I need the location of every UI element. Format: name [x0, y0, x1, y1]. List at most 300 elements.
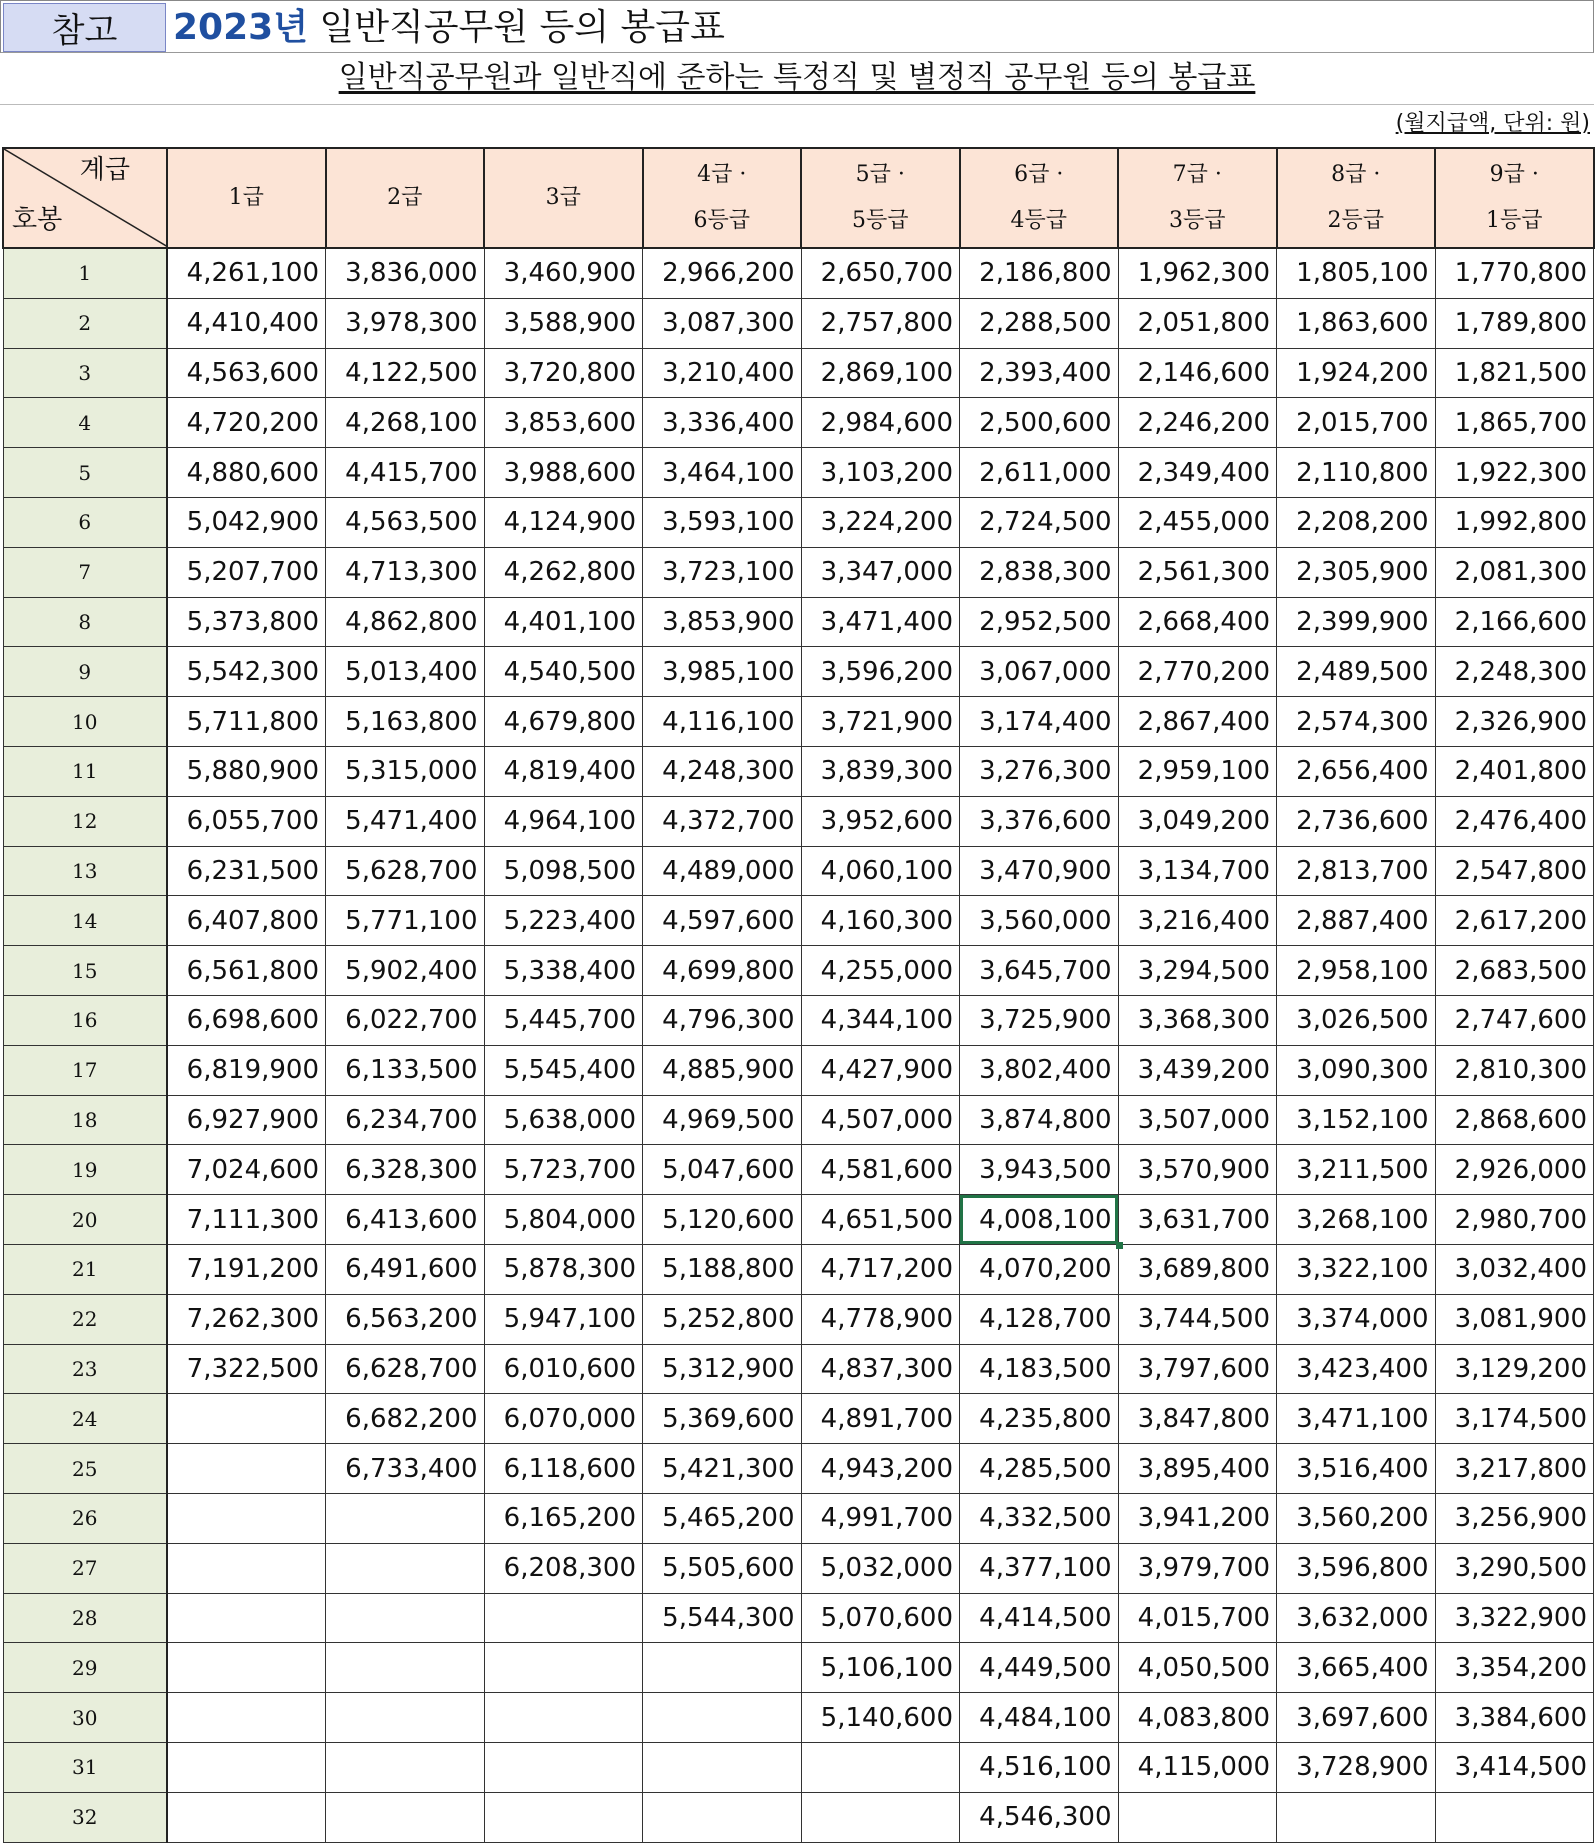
- salary-cell[interactable]: 2,401,800: [1435, 746, 1594, 796]
- salary-cell[interactable]: 4,410,400: [167, 298, 326, 348]
- grade-header-5[interactable]: [801, 148, 960, 248]
- salary-cell[interactable]: 4,679,800: [484, 697, 643, 747]
- salary-cell[interactable]: 5,120,600: [643, 1195, 802, 1245]
- salary-cell[interactable]: 3,368,300: [1118, 995, 1277, 1045]
- grade-header-4[interactable]: [643, 148, 802, 248]
- salary-cell[interactable]: 6,491,600: [326, 1244, 485, 1294]
- step-number-cell[interactable]: 22: [3, 1294, 167, 1344]
- salary-cell[interactable]: 5,465,200: [643, 1493, 802, 1543]
- salary-cell[interactable]: [167, 1593, 326, 1643]
- salary-cell[interactable]: 2,867,400: [1118, 697, 1277, 747]
- salary-cell[interactable]: 3,853,600: [484, 398, 643, 448]
- salary-cell[interactable]: 1,992,800: [1435, 497, 1594, 547]
- salary-cell[interactable]: 3,216,400: [1118, 896, 1277, 946]
- salary-cell[interactable]: 3,322,900: [1435, 1593, 1594, 1643]
- salary-cell[interactable]: 3,839,300: [801, 746, 960, 796]
- salary-cell[interactable]: 2,393,400: [960, 348, 1119, 398]
- salary-cell[interactable]: [643, 1643, 802, 1693]
- salary-cell[interactable]: 2,500,600: [960, 398, 1119, 448]
- salary-cell[interactable]: 3,874,800: [960, 1095, 1119, 1145]
- salary-cell[interactable]: 2,868,600: [1435, 1095, 1594, 1145]
- salary-cell[interactable]: 3,471,100: [1277, 1394, 1436, 1444]
- salary-cell[interactable]: 4,235,800: [960, 1394, 1119, 1444]
- salary-cell[interactable]: 3,129,200: [1435, 1344, 1594, 1394]
- salary-cell[interactable]: 3,941,200: [1118, 1493, 1277, 1543]
- salary-cell[interactable]: 3,210,400: [643, 348, 802, 398]
- salary-cell[interactable]: [1277, 1792, 1436, 1842]
- salary-cell[interactable]: 4,128,700: [960, 1294, 1119, 1344]
- salary-cell[interactable]: 4,717,200: [801, 1244, 960, 1294]
- salary-cell[interactable]: 4,964,100: [484, 796, 643, 846]
- salary-cell[interactable]: 5,771,100: [326, 896, 485, 946]
- salary-cell[interactable]: 3,174,400: [960, 697, 1119, 747]
- step-number-cell[interactable]: 9: [3, 647, 167, 697]
- step-number-cell[interactable]: 32: [3, 1792, 167, 1842]
- step-number-cell[interactable]: 6: [3, 497, 167, 547]
- step-number-cell[interactable]: 7: [3, 547, 167, 597]
- salary-cell[interactable]: 3,588,900: [484, 298, 643, 348]
- salary-cell[interactable]: 6,413,600: [326, 1195, 485, 1245]
- salary-cell[interactable]: 5,542,300: [167, 647, 326, 697]
- salary-cell[interactable]: 3,645,700: [960, 946, 1119, 996]
- salary-cell[interactable]: 2,489,500: [1277, 647, 1436, 697]
- salary-cell[interactable]: 4,540,500: [484, 647, 643, 697]
- salary-cell[interactable]: 5,804,000: [484, 1195, 643, 1245]
- salary-cell[interactable]: 3,697,600: [1277, 1693, 1436, 1743]
- salary-cell[interactable]: 3,979,700: [1118, 1543, 1277, 1593]
- salary-cell[interactable]: 3,728,900: [1277, 1742, 1436, 1792]
- salary-cell[interactable]: 4,122,500: [326, 348, 485, 398]
- salary-cell[interactable]: 3,988,600: [484, 448, 643, 498]
- salary-cell[interactable]: 3,322,100: [1277, 1244, 1436, 1294]
- salary-cell[interactable]: 3,354,200: [1435, 1643, 1594, 1693]
- salary-cell[interactable]: [167, 1742, 326, 1792]
- salary-cell[interactable]: 2,110,800: [1277, 448, 1436, 498]
- salary-cell[interactable]: 4,507,000: [801, 1095, 960, 1145]
- step-number-cell[interactable]: 8: [3, 597, 167, 647]
- salary-cell[interactable]: 6,698,600: [167, 995, 326, 1045]
- salary-cell[interactable]: 6,407,800: [167, 896, 326, 946]
- step-number-cell[interactable]: 18: [3, 1095, 167, 1145]
- salary-cell[interactable]: 5,013,400: [326, 647, 485, 697]
- salary-cell[interactable]: 4,261,100: [167, 248, 326, 298]
- salary-cell[interactable]: 5,252,800: [643, 1294, 802, 1344]
- salary-cell[interactable]: 4,651,500: [801, 1195, 960, 1245]
- salary-cell[interactable]: 2,081,300: [1435, 547, 1594, 597]
- salary-cell[interactable]: 1,924,200: [1277, 348, 1436, 398]
- salary-cell[interactable]: 2,208,200: [1277, 497, 1436, 547]
- salary-cell[interactable]: 3,026,500: [1277, 995, 1436, 1045]
- salary-cell[interactable]: 4,083,800: [1118, 1693, 1277, 1743]
- salary-cell[interactable]: 2,166,600: [1435, 597, 1594, 647]
- salary-cell[interactable]: [167, 1444, 326, 1494]
- salary-cell[interactable]: 2,810,300: [1435, 1045, 1594, 1095]
- salary-cell[interactable]: 4,837,300: [801, 1344, 960, 1394]
- salary-cell[interactable]: 4,778,900: [801, 1294, 960, 1344]
- salary-cell[interactable]: 5,878,300: [484, 1244, 643, 1294]
- step-number-cell[interactable]: 10: [3, 697, 167, 747]
- salary-cell[interactable]: [801, 1742, 960, 1792]
- salary-cell[interactable]: 2,288,500: [960, 298, 1119, 348]
- salary-cell[interactable]: 5,032,000: [801, 1543, 960, 1593]
- salary-cell[interactable]: 6,234,700: [326, 1095, 485, 1145]
- salary-cell[interactable]: 3,174,500: [1435, 1394, 1594, 1444]
- step-number-cell[interactable]: 1: [3, 248, 167, 298]
- salary-cell[interactable]: 5,421,300: [643, 1444, 802, 1494]
- salary-cell[interactable]: 2,186,800: [960, 248, 1119, 298]
- step-number-cell[interactable]: 21: [3, 1244, 167, 1294]
- salary-cell[interactable]: 3,067,000: [960, 647, 1119, 697]
- salary-cell[interactable]: 4,372,700: [643, 796, 802, 846]
- salary-cell[interactable]: 4,060,100: [801, 846, 960, 896]
- salary-cell[interactable]: 4,991,700: [801, 1493, 960, 1543]
- salary-cell[interactable]: 3,689,800: [1118, 1244, 1277, 1294]
- salary-cell[interactable]: [643, 1693, 802, 1743]
- salary-cell[interactable]: 7,191,200: [167, 1244, 326, 1294]
- salary-cell[interactable]: [167, 1394, 326, 1444]
- step-number-cell[interactable]: 29: [3, 1643, 167, 1693]
- salary-cell[interactable]: 3,103,200: [801, 448, 960, 498]
- salary-cell[interactable]: 3,439,200: [1118, 1045, 1277, 1095]
- salary-cell[interactable]: 2,476,400: [1435, 796, 1594, 846]
- salary-cell[interactable]: 2,966,200: [643, 248, 802, 298]
- salary-cell[interactable]: 1,863,600: [1277, 298, 1436, 348]
- salary-cell[interactable]: [326, 1693, 485, 1743]
- step-number-cell[interactable]: 2: [3, 298, 167, 348]
- step-number-cell[interactable]: 28: [3, 1593, 167, 1643]
- salary-cell[interactable]: 4,484,100: [960, 1693, 1119, 1743]
- salary-cell[interactable]: 3,632,000: [1277, 1593, 1436, 1643]
- salary-cell[interactable]: [167, 1792, 326, 1842]
- step-number-cell[interactable]: 19: [3, 1145, 167, 1195]
- step-number-cell[interactable]: 30: [3, 1693, 167, 1743]
- salary-cell[interactable]: 3,134,700: [1118, 846, 1277, 896]
- step-number-cell[interactable]: 24: [3, 1394, 167, 1444]
- salary-cell[interactable]: 5,373,800: [167, 597, 326, 647]
- salary-cell[interactable]: 3,414,500: [1435, 1742, 1594, 1792]
- step-number-cell[interactable]: 26: [3, 1493, 167, 1543]
- salary-cell[interactable]: 4,891,700: [801, 1394, 960, 1444]
- salary-cell[interactable]: 1,805,100: [1277, 248, 1436, 298]
- salary-cell[interactable]: 5,312,900: [643, 1344, 802, 1394]
- salary-cell[interactable]: 3,211,500: [1277, 1145, 1436, 1195]
- salary-cell[interactable]: 4,115,000: [1118, 1742, 1277, 1792]
- step-number-cell[interactable]: 23: [3, 1344, 167, 1394]
- salary-cell[interactable]: 5,369,600: [643, 1394, 802, 1444]
- salary-cell[interactable]: 2,248,300: [1435, 647, 1594, 697]
- salary-cell[interactable]: 3,596,200: [801, 647, 960, 697]
- salary-cell[interactable]: 2,958,100: [1277, 946, 1436, 996]
- corner-header-cell[interactable]: [3, 148, 167, 248]
- salary-cell[interactable]: 5,047,600: [643, 1145, 802, 1195]
- salary-cell[interactable]: 7,111,300: [167, 1195, 326, 1245]
- salary-cell[interactable]: 4,377,100: [960, 1543, 1119, 1593]
- salary-cell[interactable]: 4,332,500: [960, 1493, 1119, 1543]
- salary-cell[interactable]: 3,049,200: [1118, 796, 1277, 846]
- salary-cell[interactable]: 6,231,500: [167, 846, 326, 896]
- salary-cell[interactable]: 1,922,300: [1435, 448, 1594, 498]
- salary-cell[interactable]: 2,984,600: [801, 398, 960, 448]
- salary-cell[interactable]: 5,505,600: [643, 1543, 802, 1593]
- salary-cell[interactable]: 2,952,500: [960, 597, 1119, 647]
- salary-cell[interactable]: [326, 1593, 485, 1643]
- salary-cell[interactable]: 7,024,600: [167, 1145, 326, 1195]
- salary-cell[interactable]: 2,246,200: [1118, 398, 1277, 448]
- salary-cell[interactable]: [484, 1693, 643, 1743]
- salary-cell[interactable]: 4,255,000: [801, 946, 960, 996]
- salary-cell[interactable]: 3,836,000: [326, 248, 485, 298]
- salary-cell[interactable]: 3,374,000: [1277, 1294, 1436, 1344]
- salary-cell[interactable]: 1,962,300: [1118, 248, 1277, 298]
- salary-cell[interactable]: 3,593,100: [643, 497, 802, 547]
- salary-cell[interactable]: 4,262,800: [484, 547, 643, 597]
- salary-cell[interactable]: 2,617,200: [1435, 896, 1594, 946]
- salary-cell[interactable]: 3,721,900: [801, 697, 960, 747]
- salary-cell[interactable]: 3,464,100: [643, 448, 802, 498]
- salary-cell[interactable]: 3,470,900: [960, 846, 1119, 896]
- salary-cell[interactable]: 2,668,400: [1118, 597, 1277, 647]
- step-number-cell[interactable]: 20: [3, 1195, 167, 1245]
- salary-cell[interactable]: [801, 1792, 960, 1842]
- salary-cell[interactable]: 5,902,400: [326, 946, 485, 996]
- salary-cell[interactable]: 3,560,000: [960, 896, 1119, 946]
- salary-cell[interactable]: 3,032,400: [1435, 1244, 1594, 1294]
- salary-cell[interactable]: 1,789,800: [1435, 298, 1594, 348]
- salary-cell[interactable]: 2,015,700: [1277, 398, 1436, 448]
- salary-cell[interactable]: 3,087,300: [643, 298, 802, 348]
- salary-cell[interactable]: 4,581,600: [801, 1145, 960, 1195]
- salary-cell[interactable]: 3,384,600: [1435, 1693, 1594, 1743]
- salary-cell[interactable]: 3,802,400: [960, 1045, 1119, 1095]
- salary-cell[interactable]: 3,570,900: [1118, 1145, 1277, 1195]
- salary-cell[interactable]: 6,133,500: [326, 1045, 485, 1095]
- salary-cell[interactable]: 4,563,500: [326, 497, 485, 547]
- salary-cell[interactable]: 2,455,000: [1118, 497, 1277, 547]
- grade-header-3[interactable]: [484, 148, 643, 248]
- salary-cell[interactable]: 2,611,000: [960, 448, 1119, 498]
- salary-cell[interactable]: 3,797,600: [1118, 1344, 1277, 1394]
- step-number-cell[interactable]: 11: [3, 746, 167, 796]
- salary-cell[interactable]: [326, 1643, 485, 1693]
- salary-cell[interactable]: 3,560,200: [1277, 1493, 1436, 1543]
- salary-cell[interactable]: 4,943,200: [801, 1444, 960, 1494]
- salary-cell[interactable]: 2,326,900: [1435, 697, 1594, 747]
- salary-cell[interactable]: 2,757,800: [801, 298, 960, 348]
- step-number-cell[interactable]: 16: [3, 995, 167, 1045]
- salary-cell[interactable]: 5,070,600: [801, 1593, 960, 1643]
- salary-cell[interactable]: 2,656,400: [1277, 746, 1436, 796]
- salary-cell[interactable]: 4,597,600: [643, 896, 802, 946]
- step-number-cell[interactable]: 12: [3, 796, 167, 846]
- salary-cell[interactable]: 3,294,500: [1118, 946, 1277, 996]
- salary-cell[interactable]: 3,268,100: [1277, 1195, 1436, 1245]
- step-number-cell[interactable]: 13: [3, 846, 167, 896]
- salary-cell[interactable]: [643, 1792, 802, 1842]
- salary-cell[interactable]: 4,563,600: [167, 348, 326, 398]
- salary-cell[interactable]: 4,713,300: [326, 547, 485, 597]
- salary-cell[interactable]: 3,090,300: [1277, 1045, 1436, 1095]
- salary-cell[interactable]: 5,188,800: [643, 1244, 802, 1294]
- salary-cell[interactable]: 4,344,100: [801, 995, 960, 1045]
- salary-cell[interactable]: 6,010,600: [484, 1344, 643, 1394]
- salary-cell[interactable]: 6,328,300: [326, 1145, 485, 1195]
- salary-cell[interactable]: 3,665,400: [1277, 1643, 1436, 1693]
- salary-cell[interactable]: 4,015,700: [1118, 1593, 1277, 1643]
- salary-cell[interactable]: 4,050,500: [1118, 1643, 1277, 1693]
- salary-cell[interactable]: 3,256,900: [1435, 1493, 1594, 1543]
- salary-cell[interactable]: [484, 1643, 643, 1693]
- salary-cell[interactable]: 3,224,200: [801, 497, 960, 547]
- salary-cell[interactable]: 5,140,600: [801, 1693, 960, 1743]
- salary-cell[interactable]: 5,207,700: [167, 547, 326, 597]
- salary-cell[interactable]: 3,336,400: [643, 398, 802, 448]
- salary-cell[interactable]: [484, 1593, 643, 1643]
- salary-cell[interactable]: 3,631,700: [1118, 1195, 1277, 1245]
- salary-cell[interactable]: 6,055,700: [167, 796, 326, 846]
- salary-cell[interactable]: [1435, 1792, 1594, 1842]
- salary-cell[interactable]: 4,796,300: [643, 995, 802, 1045]
- grade-header-8[interactable]: [1277, 148, 1436, 248]
- salary-cell[interactable]: 3,725,900: [960, 995, 1119, 1045]
- salary-cell[interactable]: 5,445,700: [484, 995, 643, 1045]
- salary-cell[interactable]: [484, 1792, 643, 1842]
- salary-cell[interactable]: 6,682,200: [326, 1394, 485, 1444]
- salary-cell[interactable]: 3,720,800: [484, 348, 643, 398]
- step-number-cell[interactable]: 3: [3, 348, 167, 398]
- salary-cell[interactable]: 6,208,300: [484, 1543, 643, 1593]
- salary-cell[interactable]: 5,544,300: [643, 1593, 802, 1643]
- salary-cell[interactable]: 1,821,500: [1435, 348, 1594, 398]
- salary-cell[interactable]: 4,546,300: [960, 1792, 1119, 1842]
- step-number-cell[interactable]: 4: [3, 398, 167, 448]
- salary-cell[interactable]: [326, 1543, 485, 1593]
- salary-cell[interactable]: 3,596,800: [1277, 1543, 1436, 1593]
- salary-cell[interactable]: 2,051,800: [1118, 298, 1277, 348]
- salary-cell[interactable]: 4,116,100: [643, 697, 802, 747]
- salary-cell[interactable]: 3,853,900: [643, 597, 802, 647]
- salary-cell[interactable]: 2,770,200: [1118, 647, 1277, 697]
- salary-cell[interactable]: 3,347,000: [801, 547, 960, 597]
- salary-cell[interactable]: 2,305,900: [1277, 547, 1436, 597]
- salary-cell[interactable]: 5,098,500: [484, 846, 643, 896]
- salary-cell[interactable]: [326, 1742, 485, 1792]
- salary-cell[interactable]: 4,008,100: [960, 1195, 1119, 1245]
- grade-header-9[interactable]: [1435, 148, 1594, 248]
- salary-cell[interactable]: 5,106,100: [801, 1643, 960, 1693]
- salary-cell[interactable]: 5,711,800: [167, 697, 326, 747]
- salary-cell[interactable]: [643, 1742, 802, 1792]
- step-number-cell[interactable]: 27: [3, 1543, 167, 1593]
- salary-cell[interactable]: 2,683,500: [1435, 946, 1594, 996]
- salary-cell[interactable]: 2,349,400: [1118, 448, 1277, 498]
- grade-header-6[interactable]: [960, 148, 1119, 248]
- grade-header-1[interactable]: [167, 148, 326, 248]
- salary-cell[interactable]: 4,449,500: [960, 1643, 1119, 1693]
- step-number-cell[interactable]: 14: [3, 896, 167, 946]
- salary-cell[interactable]: 4,427,900: [801, 1045, 960, 1095]
- salary-cell[interactable]: 4,699,800: [643, 946, 802, 996]
- salary-cell[interactable]: 3,952,600: [801, 796, 960, 846]
- salary-cell[interactable]: 2,547,800: [1435, 846, 1594, 896]
- salary-cell[interactable]: 6,070,000: [484, 1394, 643, 1444]
- salary-cell[interactable]: 4,489,000: [643, 846, 802, 896]
- salary-cell[interactable]: 4,969,500: [643, 1095, 802, 1145]
- salary-cell[interactable]: 3,217,800: [1435, 1444, 1594, 1494]
- salary-cell[interactable]: 3,376,600: [960, 796, 1119, 846]
- salary-cell[interactable]: 6,118,600: [484, 1444, 643, 1494]
- salary-cell[interactable]: 5,471,400: [326, 796, 485, 846]
- salary-cell[interactable]: 5,545,400: [484, 1045, 643, 1095]
- salary-cell[interactable]: 3,276,300: [960, 746, 1119, 796]
- salary-cell[interactable]: 4,414,500: [960, 1593, 1119, 1643]
- salary-cell[interactable]: 4,720,200: [167, 398, 326, 448]
- salary-cell[interactable]: 6,819,900: [167, 1045, 326, 1095]
- salary-cell[interactable]: 5,628,700: [326, 846, 485, 896]
- salary-cell[interactable]: [484, 1742, 643, 1792]
- salary-cell[interactable]: 1,865,700: [1435, 398, 1594, 448]
- salary-cell[interactable]: 6,927,900: [167, 1095, 326, 1145]
- salary-cell[interactable]: 5,042,900: [167, 497, 326, 547]
- salary-cell[interactable]: 2,724,500: [960, 497, 1119, 547]
- salary-cell[interactable]: 3,516,400: [1277, 1444, 1436, 1494]
- salary-cell[interactable]: 6,733,400: [326, 1444, 485, 1494]
- salary-cell[interactable]: 6,628,700: [326, 1344, 485, 1394]
- salary-cell[interactable]: 4,415,700: [326, 448, 485, 498]
- salary-cell[interactable]: 3,723,100: [643, 547, 802, 597]
- salary-cell[interactable]: 4,862,800: [326, 597, 485, 647]
- salary-cell[interactable]: [326, 1792, 485, 1842]
- salary-cell[interactable]: 7,262,300: [167, 1294, 326, 1344]
- salary-cell[interactable]: 3,985,100: [643, 647, 802, 697]
- step-number-cell[interactable]: 5: [3, 448, 167, 498]
- salary-cell[interactable]: 2,561,300: [1118, 547, 1277, 597]
- salary-cell[interactable]: 5,163,800: [326, 697, 485, 747]
- salary-cell[interactable]: 3,507,000: [1118, 1095, 1277, 1145]
- salary-cell[interactable]: 6,165,200: [484, 1493, 643, 1543]
- salary-cell[interactable]: 6,563,200: [326, 1294, 485, 1344]
- salary-cell[interactable]: 3,460,900: [484, 248, 643, 298]
- salary-cell[interactable]: 2,959,100: [1118, 746, 1277, 796]
- salary-cell[interactable]: [167, 1643, 326, 1693]
- salary-cell[interactable]: [167, 1493, 326, 1543]
- salary-cell[interactable]: 4,268,100: [326, 398, 485, 448]
- salary-cell[interactable]: 3,978,300: [326, 298, 485, 348]
- salary-cell[interactable]: 6,561,800: [167, 946, 326, 996]
- salary-cell[interactable]: 2,980,700: [1435, 1195, 1594, 1245]
- salary-cell[interactable]: 4,401,100: [484, 597, 643, 647]
- step-number-cell[interactable]: 25: [3, 1444, 167, 1494]
- salary-cell[interactable]: 1,770,800: [1435, 248, 1594, 298]
- salary-cell[interactable]: 7,322,500: [167, 1344, 326, 1394]
- salary-cell[interactable]: 5,638,000: [484, 1095, 643, 1145]
- salary-cell[interactable]: 2,926,000: [1435, 1145, 1594, 1195]
- grade-header-7[interactable]: [1118, 148, 1277, 248]
- salary-cell[interactable]: 5,723,700: [484, 1145, 643, 1195]
- salary-cell[interactable]: 3,471,400: [801, 597, 960, 647]
- salary-cell[interactable]: 2,869,100: [801, 348, 960, 398]
- salary-cell[interactable]: 4,160,300: [801, 896, 960, 946]
- salary-cell[interactable]: 3,744,500: [1118, 1294, 1277, 1344]
- salary-cell[interactable]: 4,183,500: [960, 1344, 1119, 1394]
- salary-cell[interactable]: 3,847,800: [1118, 1394, 1277, 1444]
- salary-cell[interactable]: 2,650,700: [801, 248, 960, 298]
- salary-cell[interactable]: 2,887,400: [1277, 896, 1436, 946]
- step-number-cell[interactable]: 31: [3, 1742, 167, 1792]
- salary-cell[interactable]: 4,285,500: [960, 1444, 1119, 1494]
- salary-cell[interactable]: 2,736,600: [1277, 796, 1436, 846]
- salary-cell[interactable]: 5,223,400: [484, 896, 643, 946]
- salary-cell[interactable]: 3,290,500: [1435, 1543, 1594, 1593]
